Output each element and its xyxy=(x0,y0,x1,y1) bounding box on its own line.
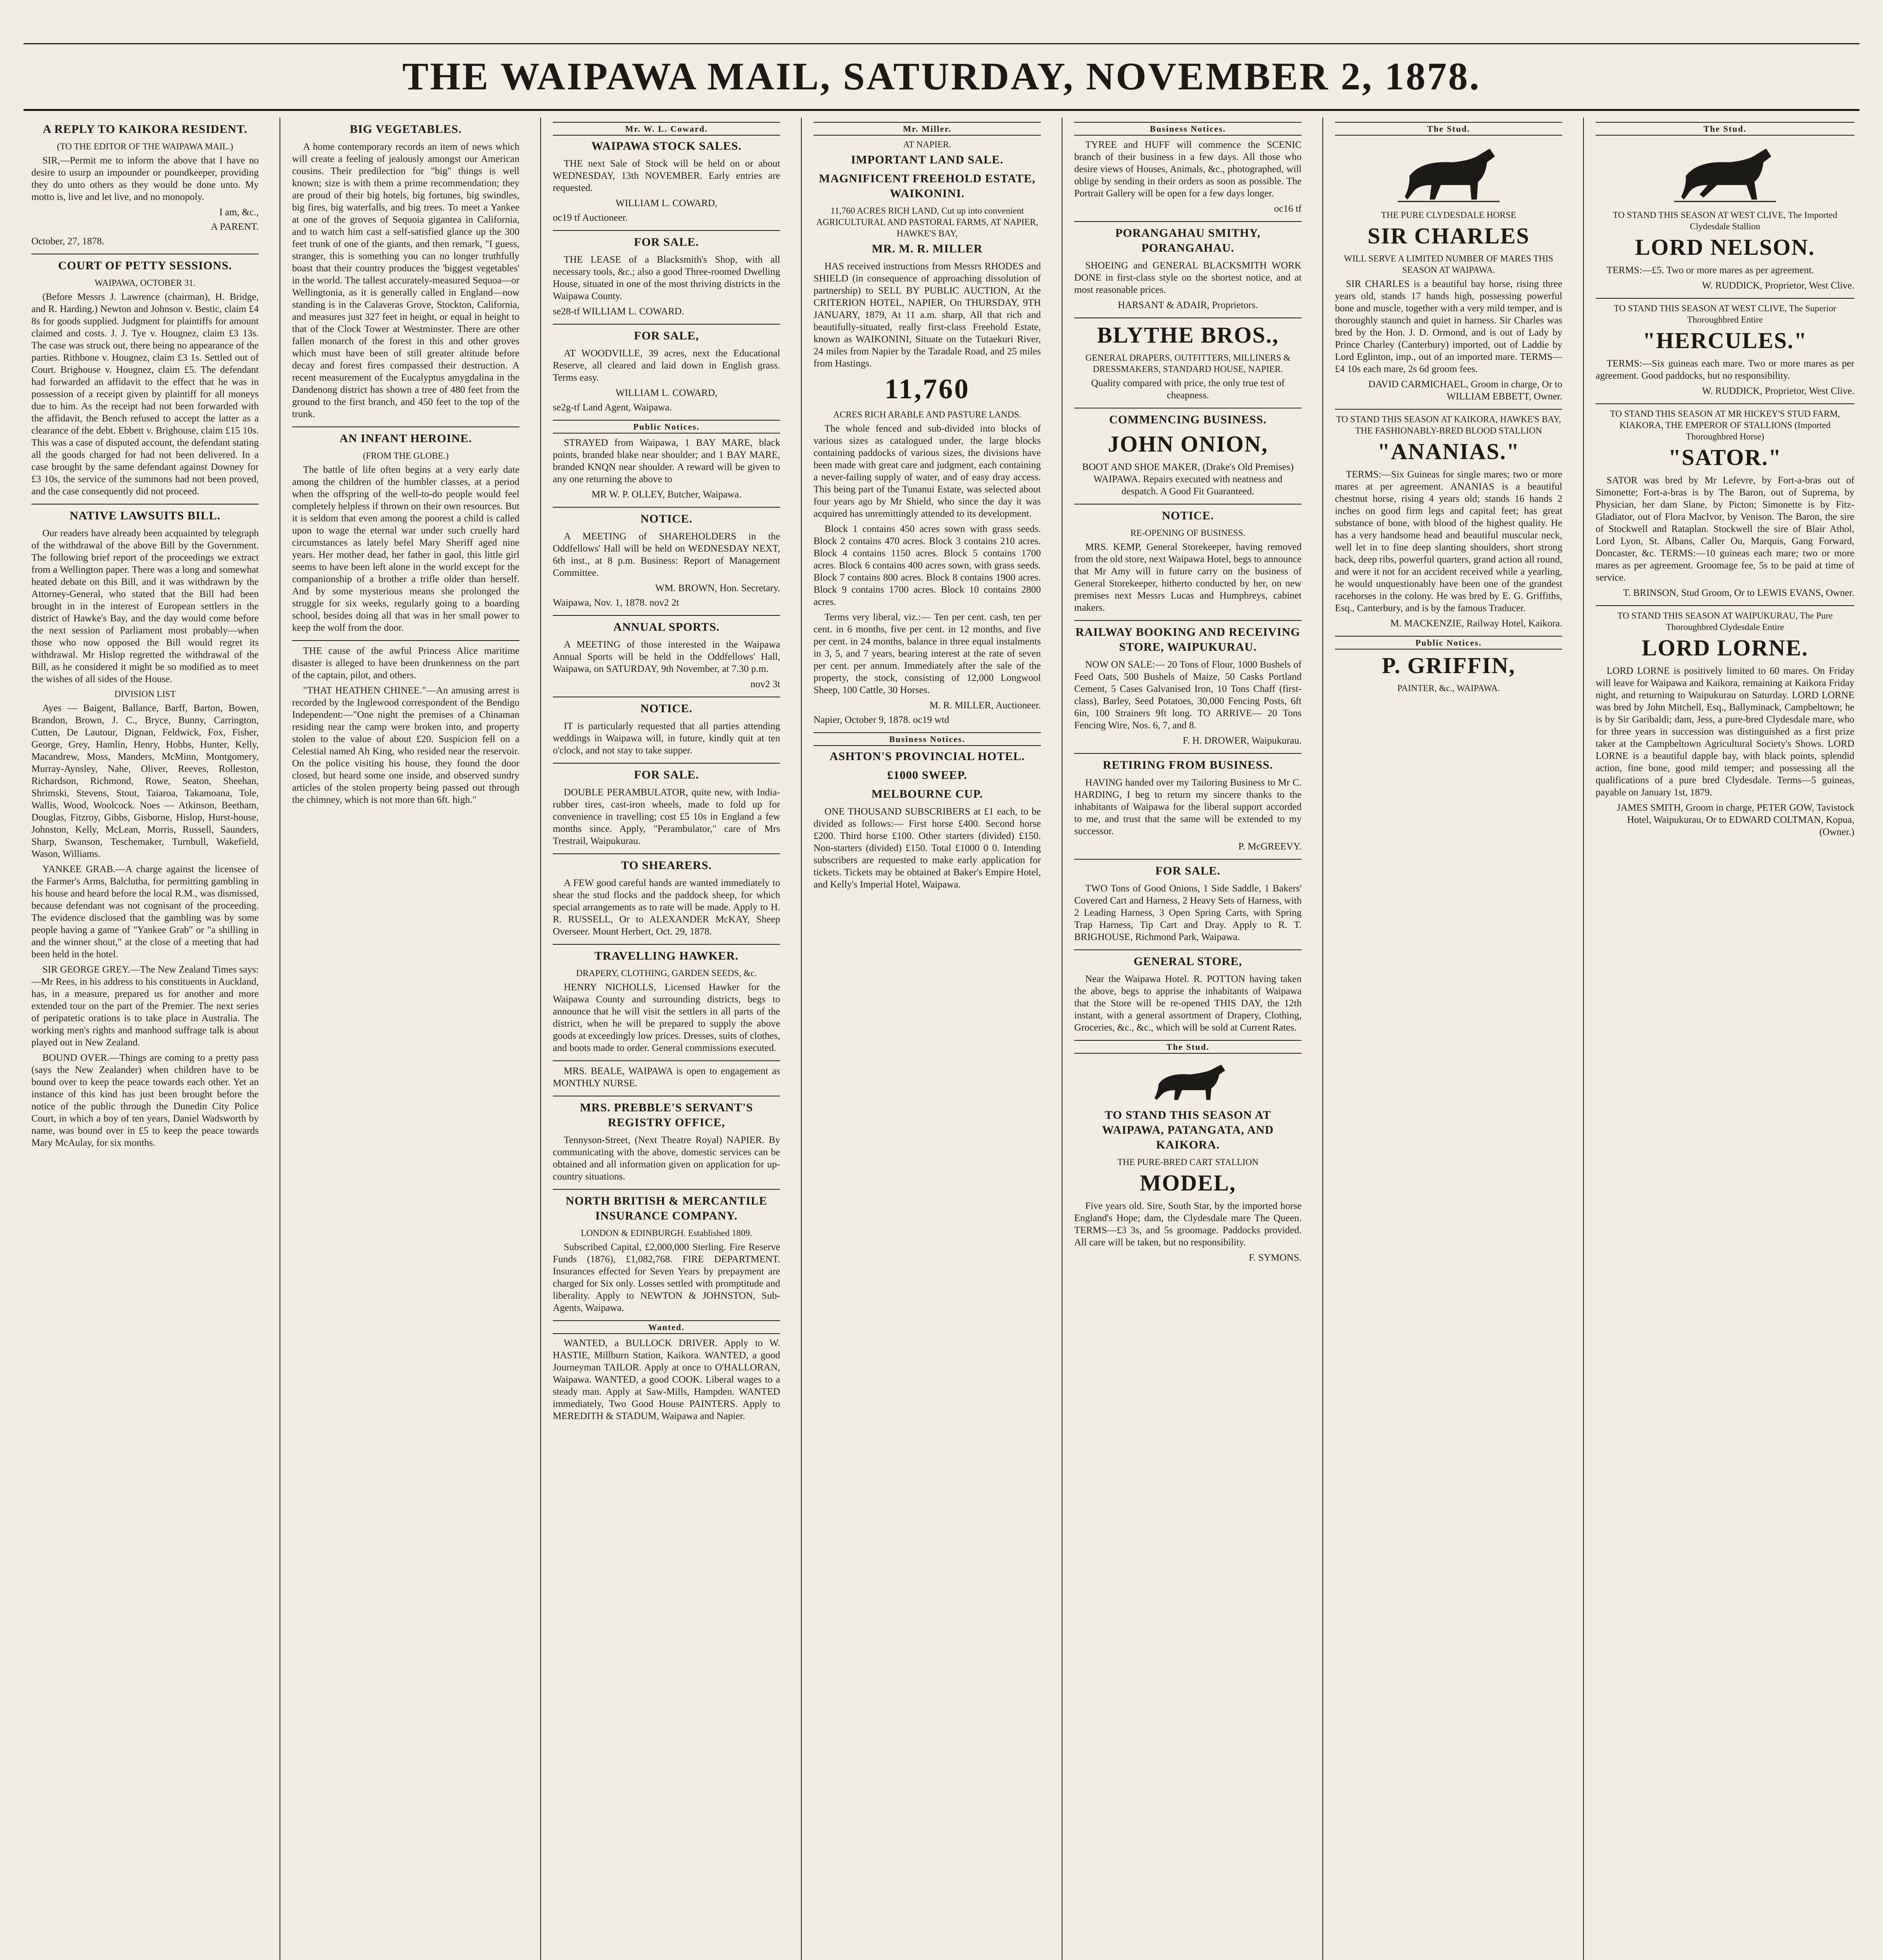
body-text: SIR,—Permit me to inform the above that I have no desire to usurp an impounder or poundkeeper, providing they do unto others as they would be done unto. My motto is, live and let live, and no monopoly. xyxy=(31,155,259,202)
column-7 xyxy=(1596,120,1854,1960)
ad-griffin xyxy=(1335,653,1562,694)
ad-hawker xyxy=(553,949,780,1054)
body-text: Our readers have already been acquainted by telegraph of the withdrawal of the above Bill by the Government. The following brief report of the proceedings we extract from a Wellington paper. There was a long and somewhat heated debate on this Bill, and it was withdrawn by the Attorney-General, who stated that the Bill had been brought in in the interest of European settlers in the district of Hawke's Bay, and the day would come before the next session of Parliament most probably—when those who now opposed the Bill would regret its withdrawal. Mr Hislop regretted the withdrawal of the Bill, as he considered it might be so modified as to meet the wishes of all sides of the House. xyxy=(31,528,259,684)
headline: MAGNIFICENT FREEHOLD ESTATE, WAIKONINI. xyxy=(819,172,1036,200)
subhead: (TO THE EDITOR OF THE WAIPAWA MAIL.) xyxy=(57,142,233,151)
headline: MODEL, xyxy=(1140,1170,1236,1196)
signature: T. BRINSON, Stud Groom, Or to LEWIS EVANS, Owner. xyxy=(1623,588,1854,598)
body-text: Terms very liberal, viz.:— Ten per cent. cash, ten per cent. in 6 months, five per cent. in 12 months, and five per cent. in 24 months, balance in three equal instalments in 3, 5, and 7 years, bearing interest at the rate of seven per cent. per annum. Immediately after the sale of the property, the stock, consisting of 12,000 Longwool Sheep, 100 Cattle, 30 Horses. xyxy=(813,612,1041,695)
block-list: Block 1 contains 450 acres sown with grass seeds. Block 2 contains 470 acres. Block 3 contains 210 acres. Block 4 contains 1150 acres. Block 5 contains 1700 acres. Block 6 contains 400 acres sown, with grass seeds. Block 7 contains 800 acres. Block 8 contains 1900 acres. Block 9 contains 1700 acres. Block 10 contains 2800 acres. xyxy=(813,524,1041,607)
body-text: DOUBLE PERAMBULATOR, quite new, with India-rubber tires, cast-iron wheels, made to fold up for convenience in travelling; cost £5 10s in England a few months since. Apply, "Perambulator," care of Mrs Trestrail, Waipukurau. xyxy=(553,787,780,846)
masthead-rule xyxy=(24,109,1859,111)
signature: F. SYMONS. xyxy=(1249,1252,1302,1263)
headline: NATIVE LAWSUITS BILL. xyxy=(69,509,221,522)
headline: FOR SALE. xyxy=(634,236,699,249)
subhead: DRAPERY, CLOTHING, GARDEN SEEDS, &c. xyxy=(576,968,757,978)
headline: IMPORTANT LAND SALE. xyxy=(851,153,1004,166)
subhead: TO STAND THIS SEASON AT KAIKORA, HAWKE'S BAY, THE FASHIONABLY-BRED BLOOD STALLION xyxy=(1336,414,1561,436)
headline: P. GRIFFIN, xyxy=(1382,653,1516,678)
subhead: AT NAPIER. xyxy=(903,140,951,149)
dateline: October, 27, 1878. xyxy=(31,236,104,247)
headline: "HERCULES." xyxy=(1643,328,1807,353)
divider xyxy=(1074,620,1302,621)
divider xyxy=(553,944,780,945)
subhead: ACRES RICH ARABLE AND PASTURE LANDS. xyxy=(833,410,1021,419)
body-text: MRS. KEMP, General Storekeeper, having removed from the old store, next Waipawa Hotel, begs to announce that Mr Amy will in future carry on the business of General Storekeeper, hitherto conducted by her, on new premises next Messrs Lucas and Humphreys, cabinet makers. xyxy=(1074,542,1302,613)
masthead: THE WAIPAWA MAIL, SATURDAY, NOVEMBER 2, 1878. xyxy=(402,54,1481,98)
body-text: LORD LORNE is positively limited to 60 mares. On Friday will leave for Waipawa and Kaikora, remaining at Kaikora Friday night, and returning to Waipukurau on Saturday. LORD LORNE was bred by John Mitchell, Esq., Ballyminack, Campbeltown; he is by Sir Garibaldi; dam, Jess, a pure-bred Clydesdale mare, who for three years in succession was distinguished as a first prize taker at the Campbeltown Agricultural Society's Shows. LORD LORNE is a beautiful dapple bay, with black points, splendid action, fine bone, good mild temper; and possessing all the qualifications of a pure bred Clydesdale. Terms—5 guineas, payable on January 1st, 1879. xyxy=(1596,666,1854,798)
subhead: PAINTER, &c., WAIPAWA. xyxy=(1397,683,1500,693)
body-text: SIR CHARLES is a beautiful bay horse, rising three years old, stands 17 hands high, possessing powerful bone and muscle, together with a very mild temper, and is thoroughly staunch and quiet in harness. Sir Charles was bred by the Hon. J. D. Ormond, and is out of Lady by Prince Charley (Canterbury) imported, out of Laddie by Lord Eglinton, imp., out of an imported mare. TERMS—£4 10s each mare, 2s 6d groom fees. xyxy=(1335,279,1562,374)
category-bar: The Stud. xyxy=(1335,122,1562,136)
headline: NOTICE. xyxy=(1162,509,1214,522)
column-3 xyxy=(553,120,780,1960)
subhead: RE-OPENING OF BUSINESS. xyxy=(1130,528,1246,538)
body-text: IT is particularly requested that all parties attending weddings in Waipawa will, in future, kindly quit at ten o'clock, and not stay to take supper. xyxy=(553,721,780,756)
divider xyxy=(1596,605,1854,606)
signature: WM. BROWN, Hon. Secretary. xyxy=(655,583,780,593)
category-bar: Public Notices. xyxy=(553,420,780,434)
ad-lord-nelson xyxy=(1596,209,1854,292)
signature: A PARENT. xyxy=(211,221,259,232)
body-text: Ayes — Baigent, Ballance, Barff, Barton, Bowen, Brandon, Brown, J. C., Bryce, Bunny, Carrington, Cutten, De Lautour, Dignan, Feldwick, Fox, Fisher, George, Grey, Hamlin, Henry, Hobbs, Hunter, Kelly, Macandrew, Moss, Manders, McMinn, Montgomery, Murray-Aynsley, Nahe, Oliver, Reeves, Rolleston, Richardson, Richmond, Rowe, Seaton, Sheehan, Shrimski, Stevens, Stout, Taiaroa, Takamoana, Tole, Wallis, Wood, Woolcock. Noes — Atkinson, Beetham, Douglas, Fitzroy, Gibbs, Gisborne, Hislop, Hurst-house, Johnston, Kelly, McLean, Morris, Russell, Saunders, Sharp, Swanson, Teschemaker, Turnbull, Wakefield, Wason, Williams. xyxy=(31,703,259,859)
category-bar: Public Notices. xyxy=(1335,636,1562,650)
body-text: A MEETING of those interested in the Waipawa Annual Sports will be held in the Oddfellows' Hall, Waipawa, on SATURDAY, 9th November, at 7.30 p.m. xyxy=(553,639,780,674)
headline: PORANGAHAU SMITHY, PORANGAHAU. xyxy=(1115,227,1261,254)
signature: HARSANT & ADAIR, Proprietors. xyxy=(1118,300,1258,310)
article-court xyxy=(31,258,259,497)
ad-tyree-huff xyxy=(1074,139,1302,215)
ad-beale xyxy=(553,1065,780,1089)
headline: FOR SALE. xyxy=(634,768,699,781)
body-text: SATOR was bred by Mr Lefevre, by Fort-a-bras out of Simonette; Fort-a-bras is by The Baron, out of Suprema, by Physician, her dam Slane, by Picton; Simonette is by Fitz-Gladiator, out of Flora MacIvor, by Venison. The Baron, the sire of Stockwell and Rataplan. Stockwell the sire of Blair Athol, Lord Lyon, St. Albans, Caller Ou, Marquis, Gang Forward, Doncaster, &c. TERMS:—10 guineas each mare; two or more mares as per agreement. Groomage fee, 5s to be paid at time of service. xyxy=(1596,475,1854,583)
headline: TO SHEARERS. xyxy=(621,859,712,872)
ad-general-store xyxy=(1074,954,1302,1034)
headline: AN INFANT HEROINE. xyxy=(340,432,472,445)
body-text: "THAT HEATHEN CHINEE."—An amusing arrest is recorded by the Inglewood correspondent of the Bendigo Independent:—"One night the premises of a Chinaman residing near the camp were broken into, and property stolen to the value of about £20. Suspicion fell on a Celestial named Ah King, who resided near the reservoir. On the police visiting his house, they found the door closed, but heard some one inside, and observed sundry articles of the stolen property being passed out through the chimney, which is not more than 6ft. high." xyxy=(292,685,519,805)
signature: W. RUDDICK, Proprietor, West Clive. xyxy=(1702,280,1854,291)
ad-strayed xyxy=(553,437,780,501)
subhead: WILL SERVE A LIMITED NUMBER OF MARES THIS SEASON AT WAIPAWA. xyxy=(1344,254,1554,275)
ad-ananias xyxy=(1335,414,1562,630)
ad-notice-shareholders xyxy=(553,512,780,609)
headline: MR. M. R. MILLER xyxy=(872,242,983,255)
article-native-lawsuits xyxy=(31,508,259,1149)
ad-lord-lorne xyxy=(1596,610,1854,838)
headline: JOHN ONION, xyxy=(1108,431,1268,457)
divider xyxy=(553,853,780,854)
body-text: TYREE and HUFF will commence the SCENIC branch of their business in a few days. All those who desire views of Houses, Animals, &c., photographed, will oblige by sending in their orders as soon as possible. The Portrait Gallery will be open for a few days longer. xyxy=(1074,140,1302,199)
headline: LORD NELSON. xyxy=(1635,234,1815,260)
column-rule xyxy=(801,118,802,1960)
divider xyxy=(553,230,780,231)
ad-hercules xyxy=(1596,303,1854,397)
headline: SIR CHARLES xyxy=(1367,223,1530,249)
ad-smithy xyxy=(1074,226,1302,311)
subhead: TO STAND THIS SEASON AT MR HICKEY'S STUD FARM, KIAKORA, THE EMPEROR OF STALLIONS (Imported Thoroughbred Horse) xyxy=(1610,409,1840,441)
ad-for-sale-lease xyxy=(553,235,780,318)
ad-railway-store xyxy=(1074,625,1302,747)
body-text: TERMS:—£5. Two or more mares as per agreement. xyxy=(1607,265,1814,276)
category-bar: Mr. Miller. xyxy=(813,122,1041,136)
signature: F. H. DROWER, Waipukurau. xyxy=(1182,735,1302,746)
body-text: THE next Sale of Stock will be held on or about WEDNESDAY, 13th NOVEMBER. Early entries are requested. xyxy=(553,158,780,193)
divider xyxy=(553,615,780,616)
ad-john-onion xyxy=(1074,412,1302,497)
headline: GENERAL STORE, xyxy=(1133,955,1242,968)
body-text: Near the Waipawa Hotel. R. POTTON having taken the above, begs to apprise the inhabitants of Waipawa that the Store will be re-opened THIS DAY, the 12th instant, with a general assortment of Drapery, Clothing, Groceries, &c., &c., which will be sold at Current Rates. xyxy=(1074,974,1302,1033)
column-rule xyxy=(540,118,541,1960)
subhead: 11,760 ACRES RICH LAND, Cut up into convenient AGRICULTURAL AND PASTORAL FARMS, AT NAPIER, HAWKE'S BAY, xyxy=(816,206,1038,238)
divider xyxy=(292,426,519,427)
signature: WILLIAM L. COWARD, xyxy=(616,388,717,398)
divider xyxy=(1074,753,1302,754)
subhead: TO STAND THIS SEASON AT WEST CLIVE, The Superior Thoroughbred Entire xyxy=(1614,303,1836,325)
body-text: Tennyson-Street, (Next Theatre Royal) NAPIER. By communicating with the above, domestic services can be obtained and all information given on application for up-country situations. xyxy=(553,1135,780,1182)
headline: COURT OF PETTY SESSIONS. xyxy=(58,259,232,272)
article-reply xyxy=(31,122,259,247)
ad-retiring xyxy=(1074,758,1302,853)
headline: RAILWAY BOOKING AND RECEIVING STORE, WAIPUKURAU. xyxy=(1075,626,1300,653)
headline: TO STAND THIS SEASON AT WAIPAWA, PATANGATA, AND KAIKORA. xyxy=(1102,1109,1274,1151)
ad-blythe xyxy=(1074,322,1302,401)
divider xyxy=(31,504,259,505)
category-bar: The Stud. xyxy=(1074,1040,1302,1054)
column-5 xyxy=(1074,120,1302,1960)
body-text: HAVING handed over my Tailoring Business to Mr C. HARDING, I beg to return my sincere thanks to the inhabitants of Waipawa for the liberal support accorded to me, and trust that the same will be extended to my successor. xyxy=(1074,777,1302,837)
ad-land-sale xyxy=(813,139,1041,726)
headline: BIG VEGETABLES. xyxy=(350,123,462,136)
body-text: HAS received instructions from Messrs RHODES and SHIELD (in consequence of approaching dissolution of partnership) to SELL BY PUBLIC AUCTION, At the CRITERION HOTEL, NAPIER, On THURSDAY, 9TH JANUARY, 1879, At 11 a.m. sharp, All that rich and beautifully-situated, really first-class Freehold Estate, known as WAIKONINI, Situate on the Tutaekuri River, 24 miles from Napier by the Taradale Road, and 25 miles from Hastings. xyxy=(813,261,1041,369)
ad-notice-weddings xyxy=(553,701,780,757)
category-bar: Wanted. xyxy=(553,1320,780,1334)
headline: WAIPAWA STOCK SALES. xyxy=(591,140,742,152)
body-text: A MEETING of SHAREHOLDERS in the Oddfellows' Hall will be held on WEDNESDAY NEXT, 6th inst., at 8 p.m. Business: Report of Management Committee. xyxy=(553,531,780,578)
category-bar: Mr. W. L. Coward. xyxy=(553,122,780,136)
ad-wanted xyxy=(553,1337,780,1422)
body-text: SHOEING and GENERAL BLACKSMITH WORK DONE in first-class style on the shortest notice, and at most reasonable prices. xyxy=(1074,260,1302,295)
body-text: AT WOODVILLE, 39 acres, next the Educational Reserve, all cleared and laid down in English grass. Terms easy. xyxy=(553,348,780,383)
acreage-figure: 11,760 xyxy=(884,373,970,405)
body-text: The battle of life often begins at a very early date among the children of the humbler classes, at a period when the offspring of the well-to-do people would feel completely helpless if thrown on their own resources. But it is seldom that even among the poorest a child is called upon to wage the eternal war under such cruelly hard circumstances as lately befel Mary Sheriff aged nine years. Her mother dead, her father in gaol, this little girl seems to have been left alone in the world except for the companionship of a brother a trifle older than herself. And by some mysterious means she prolonged the struggle for six weeks, regularly going to a boarding school, besides doing all that was in her small power to keep the wolf from the door. xyxy=(292,465,519,633)
body-text: A FEW good careful hands are wanted immediately to shear the stud flocks and the paddock sheep, for which special arrangements as to rate will be made. Apply to H. R. RUSSELL, Or to ALEXANDER McKAY, Sheep Overseer. Mount Herbert, Oct. 29, 1878. xyxy=(553,878,780,937)
headline: LORD LORNE. xyxy=(1641,635,1809,661)
signature: I am, &c., xyxy=(219,207,259,218)
headline: NOTICE. xyxy=(640,702,693,715)
divider xyxy=(553,507,780,508)
ad-north-british xyxy=(553,1194,780,1314)
body-text: YANKEE GRAB.—A charge against the licensee of the Farmer's Arms, Balclutha, for permitting gambling in his house and heard before the local R.M., was dismissed, because defendant was not cognisant of the proceeding. The evidence disclosed that the gambling was by some people having a game of "Yankee Grab" or "a shilling in and the winner shout," at the close of a meeting that had been held in the hotel. xyxy=(31,864,259,960)
column-1 xyxy=(31,120,259,1960)
ad-sir-charles xyxy=(1335,209,1562,403)
article-infant-heroine xyxy=(292,431,519,634)
ad-stock-sales xyxy=(553,139,780,224)
body-text: Five years old. Sire, South Star, by the imported horse England's Hope; dam, the Clydesdale mare The Queen. TERMS—£3 3s, and 5s groomage. Paddocks provided. All care will be taken, but no responsibility. xyxy=(1074,1201,1302,1248)
ad-perambulator xyxy=(553,768,780,847)
article-big-vegetables xyxy=(292,122,519,420)
ad-prebble xyxy=(553,1100,780,1183)
subhead: THE PURE-BRED CART STALLION xyxy=(1117,1157,1258,1167)
signature: WILLIAM L. COWARD, xyxy=(616,198,717,209)
body-text: NOW ON SALE:— 20 Tons of Flour, 1000 Bushels of Feed Oats, 500 Bushels of Maize, 50 Casks Portland Cement, 5 Cases Galvanised Iron, 10 Tons Chaff (first-class), Barley, Seed Potatoes, 30,000 Fencing Posts, 6ft 6in, 100 Strainers 9ft long. TO ARRIVE— 20 Tons Fencing Wire, Nos. 6, 7, and 8. xyxy=(1074,659,1302,731)
signature: JAMES SMITH, Groom in charge, PETER GOW, Tavistock Hotel, Waipukurau, Or to EDWARD COLTMAN, Kopua, (Owner.) xyxy=(1616,802,1854,837)
body-text: MRS. BEALE, WAIPAWA is open to engagement as MONTHLY NURSE. xyxy=(553,1066,780,1089)
subhead: THE PURE CLYDESDALE HORSE xyxy=(1381,210,1516,220)
body-text: ONE THOUSAND SUBSCRIBERS at £1 each, to be divided as follows:— First horse £400. Second horse £200. Third horse £100. Other starters (divided) £150. Non-starters (divided) £150. Total £1000 0 0. Intending subscribers are requested to make early application for tickets. Tickets may be obtained at Baker's Empire Hotel, and Kelly's Imperial Hotel, Waipawa. xyxy=(813,806,1041,890)
ad-for-sale-onions xyxy=(1074,864,1302,943)
column-6 xyxy=(1335,120,1562,1960)
body-text: Subscribed Capital, £2,000,000 Sterling. Fire Reserve Funds (1876), £1,082,768. FIRE DEPARTMENT. Insurances effected for Seven Years by prepayment are charged for Six only. Losses settled with promptitude and liberality. Apply to NEWTON & JOHNSTON, Sub-Agents, Waipawa. xyxy=(553,1242,780,1313)
headline: ASHTON'S PROVINCIAL HOTEL. xyxy=(829,750,1025,763)
divider xyxy=(292,640,519,641)
category-bar: Business Notices. xyxy=(1074,122,1302,136)
ad-model-stallion xyxy=(1074,1108,1302,1264)
reference: nov2 3t xyxy=(750,679,780,690)
ad-shearers xyxy=(553,858,780,938)
ad-reopening xyxy=(1074,508,1302,614)
headline: BLYTHE BROS., xyxy=(1097,322,1279,348)
body-text: A home contemporary records an item of news which will create a feeling of jealously amongst our American cousins. Their predilection for "big" things is well known; size is with them a prime recommendation; they are proud of their big hotels, big fortunes, big swindles, big fires, big waterfalls, and big trees. To meet a Yankee at one of the groves of Sequoia gigantea in California, and to watch him cast a self-satisfied glance up the 300 feet trunk of one of the giants, and then remark, "I guess, stranger, this is something you can no longer truthfully boast that their country produces the 'biggest vegetables' in the world. The tallest accurately-measured Sequoa—or Wellingtonia, as it is generally called in England—now standing is in the Calaveras Grove, Stockton, California, and measures just 327 feet in height, or equal in height to that of the Clock Tower at Westminster. There are other fallen monarch of the forest in this and other groves which must have been of still greater altitude before decay and forest fires compassed their destruction. A recent measurement of the Eucalyptus amygdalina in the Dandenong district has shown a tree of 480 feet from the ground to the first branch, and 450 feet to the top of the trunk. xyxy=(292,142,519,419)
signature: M. R. MILLER, Auctioneer. xyxy=(930,700,1041,711)
headline: NOTICE. xyxy=(640,512,693,525)
body-text: BOOT AND SHOE MAKER, (Drake's Old Premises) WAIPAWA. Repairs executed with neatness and despatch. A Good Fit Guaranteed. xyxy=(1082,462,1294,497)
headline: FOR SALE. xyxy=(1155,864,1220,877)
body-text: The whole fenced and sub-divided into blocks of various sizes as catalogued under, the large blocks containing paddocks of various sizes, the divisions have been made with great care and judgment, each containing a never-failing supply of water, and of easy dray access. This being part of the Tunanui Estate, was selected about four years ago by Mr Shield, who since the day it was acquired has unremittingly attended to its development. xyxy=(813,423,1041,519)
headline: TRAVELLING HAWKER. xyxy=(594,949,739,962)
body-text: Quality compared with price, the only true test of cheapness. xyxy=(1091,378,1285,401)
body-text: TWO Tons of Good Onions, 1 Side Saddle, 1 Bakers' Covered Cart and Harness, 2 Heavy Sets of Harness, with 2 Leading Harness, 3 Open Spring Carts, with Spring Trap Harness, Tip Cart and Dray. Apply to R. T. BRIGHOUSE, Richmond Park, Waipawa. xyxy=(1074,883,1302,942)
body-text: HENRY NICHOLLS, Licensed Hawker for the Waipawa County and surrounding districts, begs to announce that he will visit the settlers in all parts of the district, when he will be prepared to supply the above goods at exceedingly low prices. Dresses, suits of clothes, and boots made to order. General commissions executed. xyxy=(553,982,780,1053)
headline: MELBOURNE CUP. xyxy=(871,788,983,800)
divider xyxy=(553,763,780,764)
subhead: LONDON & EDINBURGH. Established 1809. xyxy=(581,1228,752,1238)
category-bar: Business Notices. xyxy=(813,732,1041,746)
column-rule xyxy=(1322,118,1323,1960)
headline: RETIRING FROM BUSINESS. xyxy=(1103,759,1273,771)
ad-sator xyxy=(1596,408,1854,599)
body-text: SIR GEORGE GREY.—The New Zealand Times says:—Mr Rees, in his address to his constituents in Auckland, has, in a measure, prepared us for another and more extended tour on the part of the Premier. The next series of peripatetic orations is to take place in Australia. The working men's rights and manhood suffrage talk is about played out in New Zealand. xyxy=(31,964,259,1048)
horse-icon xyxy=(1390,139,1507,205)
divider xyxy=(553,1060,780,1061)
column-4 xyxy=(813,120,1041,1960)
top-rule xyxy=(24,43,1859,44)
subhead: TO STAND THIS SEASON AT WAIPUKURAU, The Pure Thoroughbred Clydesdale Entire xyxy=(1617,611,1833,632)
body-text: THE LEASE of a Blacksmith's Shop, with all necessary tools, &c.; also a good Three-roomed Dwelling House, situated in one of the most thriving districts in the Waipawa County. xyxy=(553,254,780,301)
signature: MR W. P. OLLEY, Butcher, Waipawa. xyxy=(591,489,742,500)
headline: MRS. PREBBLE'S SERVANT'S REGISTRY OFFICE, xyxy=(580,1101,753,1129)
body-text: TERMS:—Six guineas each mare. Two or more mares as per agreement. Good paddocks, but no responsibility. xyxy=(1596,358,1854,381)
subhead: DIVISION LIST xyxy=(114,689,176,699)
category-bar: The Stud. xyxy=(1596,122,1854,136)
divider xyxy=(1335,409,1562,410)
headline: COMMENCING BUSINESS. xyxy=(1109,413,1267,426)
ad-annual-sports xyxy=(553,620,780,690)
ad-for-sale-woodville xyxy=(553,328,780,414)
cart-horse-icon xyxy=(1143,1057,1233,1104)
subhead: WAIPAWA, OCTOBER 31. xyxy=(94,278,196,288)
divider xyxy=(1074,504,1302,505)
horse-icon xyxy=(1666,139,1784,205)
reference: oc19 tf Auctioneer. xyxy=(553,212,628,223)
divider xyxy=(1596,298,1854,299)
body-text: THE cause of the awful Princess Alice maritime disaster is alleged to have been drunkenness on the part of the captain, pilot, and others. xyxy=(292,646,519,681)
headline: NORTH BRITISH & MERCANTILE INSURANCE COMPANY. xyxy=(565,1194,768,1222)
headline: "ANANIAS." xyxy=(1377,439,1520,464)
divider xyxy=(1596,403,1854,404)
body-text: TERMS:—Six Guineas for single mares; two or more mares at per agreement. ANANIAS is a beautiful chestnut horse, rising 4 years old; stands 16 hands 2 inches on good firm legs and capital feet; has great substance of bone, with blood of the highest quality. He has a very handsome head and beautiful muscular neck, well let in to fine deep slanting shoulders, short strong back, deep ribs, powerful quarters, grand action all round, and were it not for an accident received while a yearling, he would unquestionably have been one of the grandest racehorses in the colony. He was bred by E. G. Griffiths, Esq., Canterbury, and is by the famous Traducer. xyxy=(1335,469,1562,613)
body-text: BOUND OVER.—Things are coming to a pretty pass (says the New Zealander) when children have to be bound over to keep the peace towards each other. Yet an instance of this kind has just been brought before the notice of the public through the Dunedin City Police Court, in which a boy of ten years, Daniel Wadsworth by name, was bound over in £5 to keep the peace towards Mary McAulay, for six months. xyxy=(31,1053,259,1148)
headline: "SATOR." xyxy=(1668,445,1782,470)
headline: FOR SALE, xyxy=(634,329,699,342)
subhead: TO STAND THIS SEASON AT WEST CLIVE, The Imported Clydesdale Stallion xyxy=(1612,210,1838,231)
subhead: GENERAL DRAPERS, OUTFITTERS, MILLINERS & DRESSMAKERS, STANDARD HOUSE, NAPIER. xyxy=(1085,353,1291,374)
body-text: WANTED, a BULLOCK DRIVER. Apply to W. HASTIE, Millburn Station, Kaikora. WANTED, a good Journeyman TAILOR. Apply at once to O'HALLORAN, Waipawa. WANTED, a good COOK. Liberal wages to a steady man. Apply at Saw-Mills, Hampden. WANTED immediately, Two Good House PAINTERS. Apply to MEREDITH & STADUM, Waipawa and Napier. xyxy=(553,1338,780,1421)
reference: Napier, October 9, 1878. oc19 wtd xyxy=(813,715,950,725)
headline: ANNUAL SPORTS. xyxy=(613,621,720,633)
divider xyxy=(1074,949,1302,950)
reference: se28-tf WILLIAM L. COWARD. xyxy=(553,306,684,317)
reference: Waipawa, Nov. 1, 1878. nov2 2t xyxy=(553,597,679,608)
signature: DAVID CARMICHAEL, Groom in charge, Or to WILLIAM EBBETT, Owner. xyxy=(1368,379,1562,402)
headline: £1000 SWEEP. xyxy=(887,769,968,782)
column-rule xyxy=(1583,118,1584,1960)
column-2 xyxy=(292,120,519,1960)
headline: A REPLY TO KAIKORA RESIDENT. xyxy=(43,123,247,136)
signature: W. RUDDICK, Proprietor, West Clive. xyxy=(1702,386,1854,396)
subhead: (FROM THE GLOBE.) xyxy=(363,451,449,461)
divider xyxy=(553,1189,780,1190)
body-text: STRAYED from Waipawa, 1 BAY MARE, black points, branded blake near shoulder; and 1 BAY MARE, branded KNQN near shoulder. A reward will be given to any one returning the above to xyxy=(553,437,780,485)
body-text: (Before Messrs J. Lawrence (chairman), H. Bridge, and R. Harding.) Newton and Johnson v. Bestic, claim £4 8s for goods supplied. Judgment for plaintiffs for amount claimed and costs. J. J. Tye v. Hougnez, claim £3 13s. The case was struck out, there being no appearance of the parties. Rithbone v. Hougnez, claim £3 1s. Settled out of Court. Brighouse v. Hougnez, claim £5. The defendant had forwarded an affidavit to the effect that he was in possession of a receipt given by plaintiff for all moneys due to him. As the receipt had not been forwarded with the affidavit, the Bench refused to accept the latter as a clearance of the debt. Ebbett v. Brighouse, claim £15 10s. This was a case of disputed account, the defendant stating all the goods charged for had not been delivered. In a case brought by the same defendant against Downey for £3 10s, the service of the summons had not been proved, and the case consequently did not proceed. xyxy=(31,292,259,497)
signature: M. MACKENZIE, Railway Hotel, Kaikora. xyxy=(1390,618,1562,629)
reference: oc16 tf xyxy=(1274,203,1302,214)
reference: se2g-tf Land Agent, Waipawa. xyxy=(553,402,672,413)
signature: P. McGREEVY. xyxy=(1238,841,1302,852)
divider xyxy=(1074,859,1302,860)
divider xyxy=(1074,221,1302,222)
divider xyxy=(553,324,780,325)
article-paragraphs xyxy=(292,645,519,806)
ad-melbourne-cup xyxy=(813,749,1041,891)
